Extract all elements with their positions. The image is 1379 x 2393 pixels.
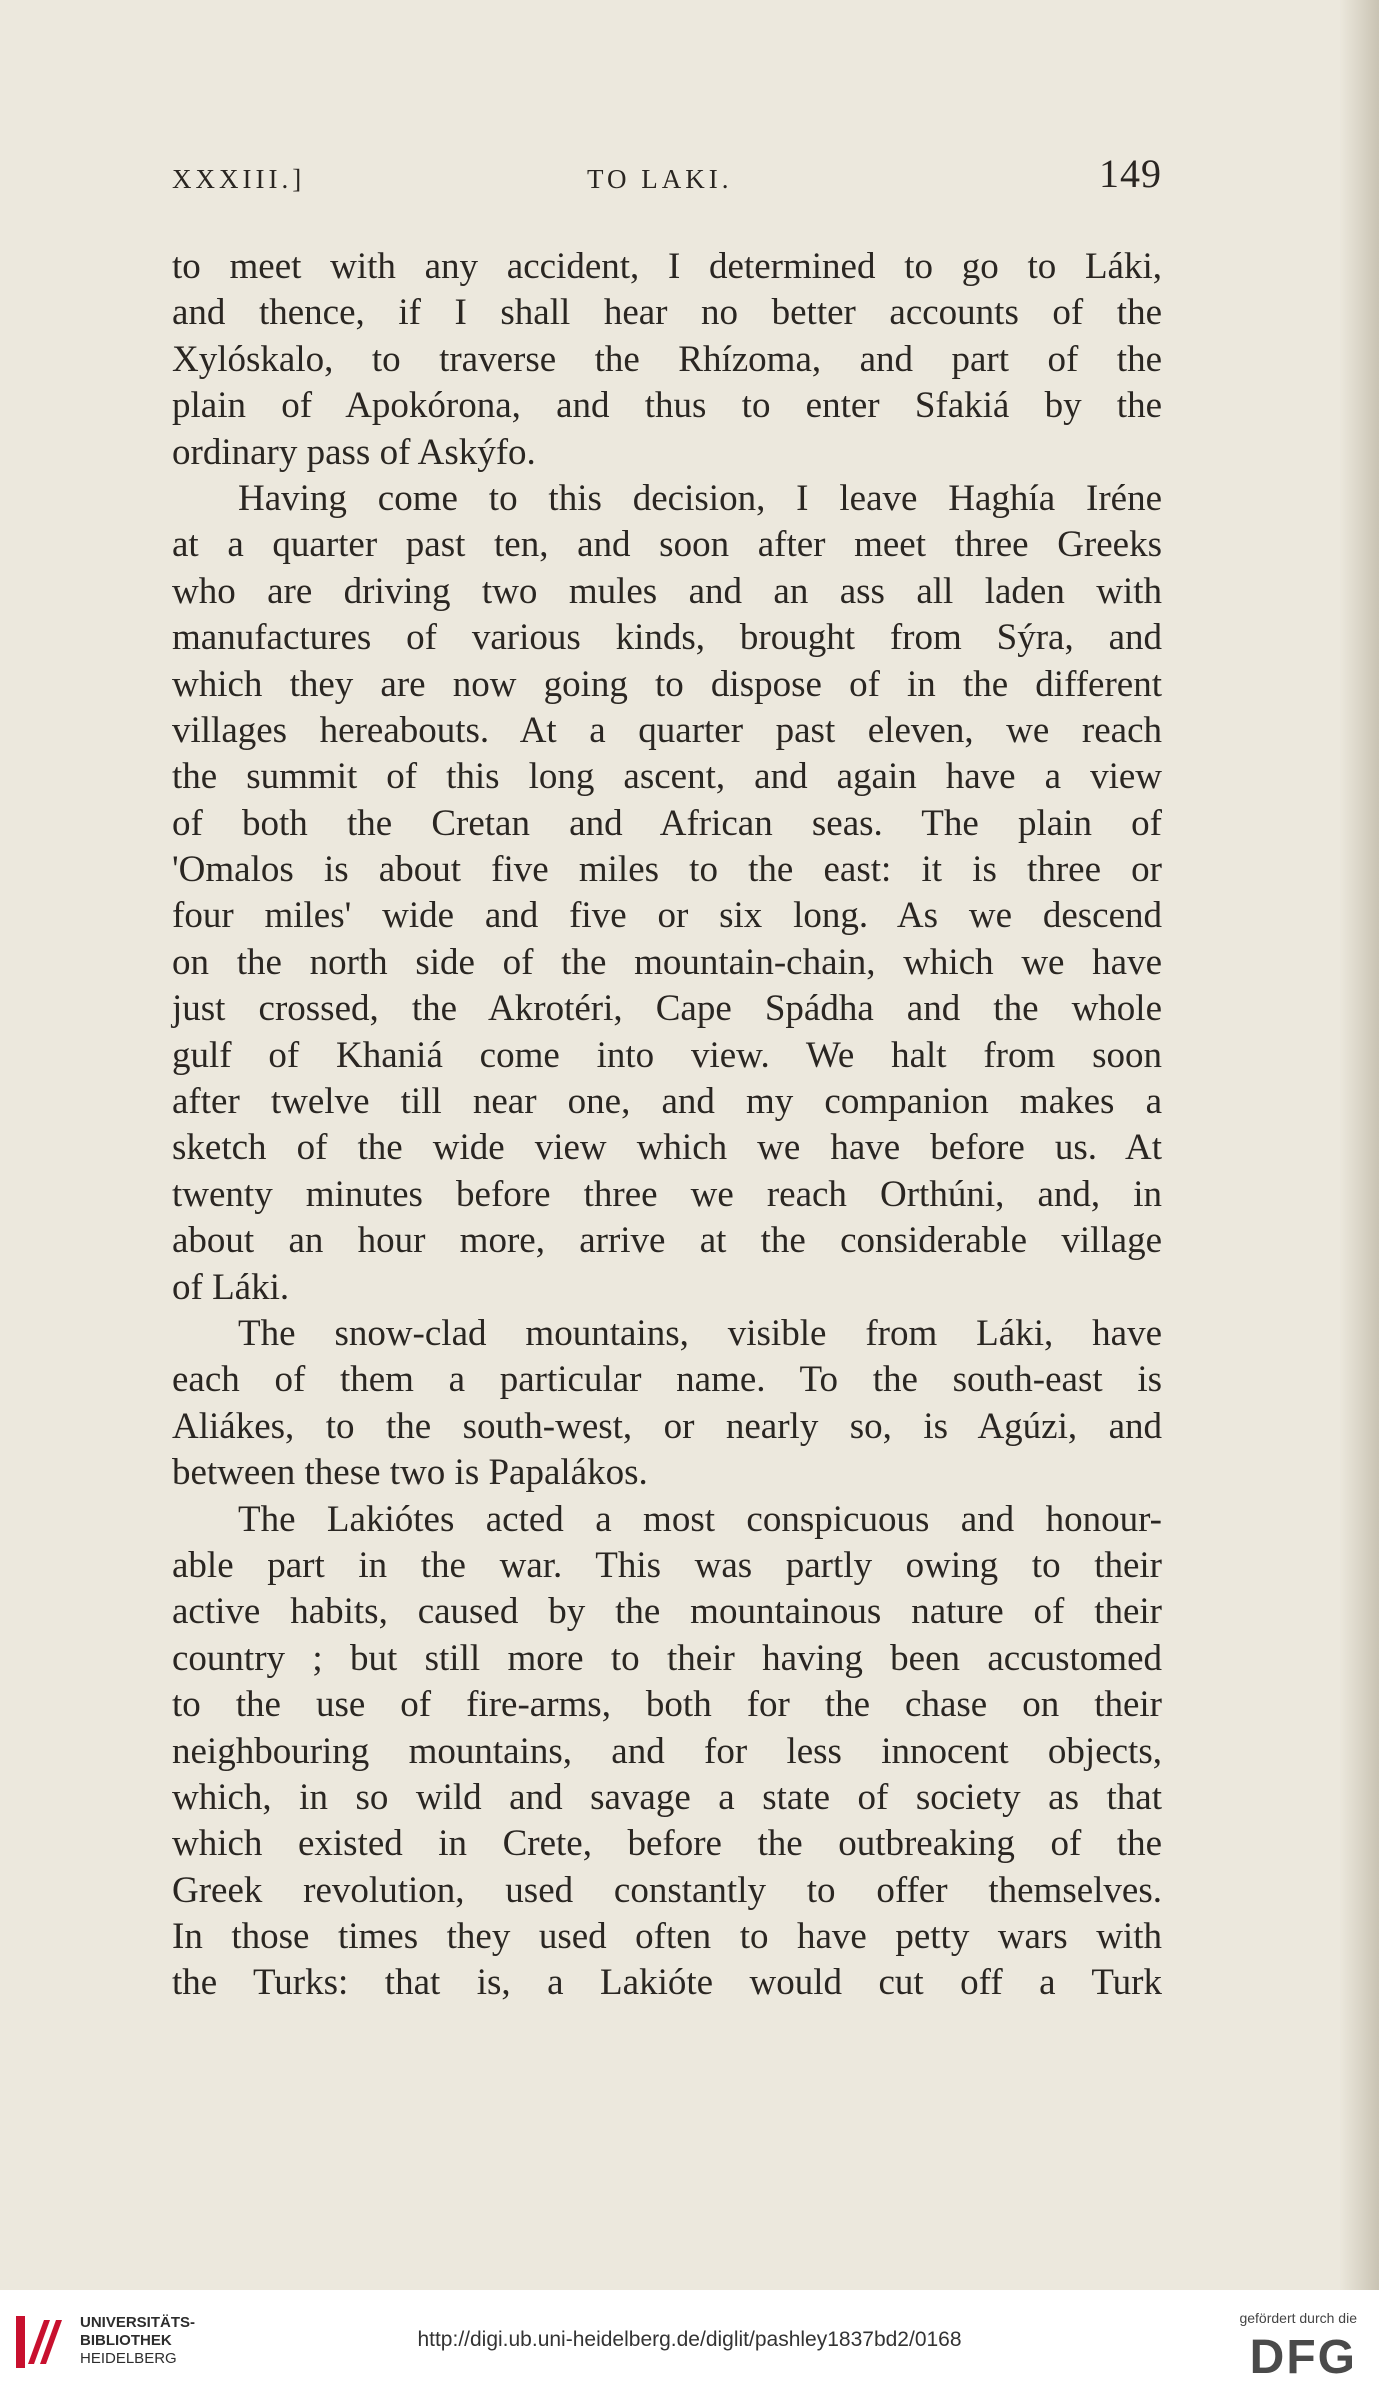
text-line: between these two is Papalákos. <box>172 1452 648 1494</box>
text-line: active habits, caused by the mountainous nature of their <box>172 1591 1162 1633</box>
page-number: 149 <box>1099 151 1162 196</box>
text-line: on the north side of the mountain-chain, which we have <box>172 941 1162 983</box>
text-line: Xylóskalo, to traverse the Rhízoma, and part of the <box>172 338 1162 380</box>
text-line: 'Omalos is about five miles to the east: it is three or <box>172 849 1162 891</box>
text-line: twenty minutes before three we reach Orthúni, and, in <box>172 1173 1162 1215</box>
body-text <box>172 244 1162 2007</box>
text-line: of both the Cretan and African seas. The plain of <box>172 802 1162 844</box>
text-line: The Lakiótes acted a most conspicuous and honour- <box>238 1498 1162 1540</box>
text-line: Aliákes, to the south-west, or nearly so, is Agúzi, and <box>172 1405 1162 1447</box>
text-line: which existed in Crete, before the outbreaking of the <box>172 1823 1162 1865</box>
text-line: to meet with any accident, I determined to go to Láki, <box>172 246 1162 287</box>
funder-caption: gefördert durch die <box>1239 2310 1357 2326</box>
text-line: plain of Apokórona, and thus to enter Sfakiá by the <box>172 385 1162 427</box>
page-edge-shadow <box>1340 0 1379 2290</box>
text-line: manufactures of various kinds, brought from Sýra, and <box>172 617 1162 659</box>
text-line: just crossed, the Akrotéri, Cape Spádha and the whole <box>172 988 1162 1030</box>
text-line: villages hereabouts. At a quarter past eleven, we reach <box>172 709 1162 751</box>
text-line: to the use of fire-arms, both for the chase on their <box>172 1684 1162 1726</box>
text-line: who are driving two mules and an ass all laden with <box>172 570 1162 612</box>
text-line: gulf of Khaniá come into view. We halt from soon <box>172 1034 1162 1076</box>
text-line: and thence, if I shall hear no better accounts of the <box>172 292 1162 334</box>
dfg-logo: DFG <box>1249 2331 1357 2384</box>
library-name-line-3: HEIDELBERG <box>80 2350 177 2367</box>
text-line: able part in the war. This was partly owing to their <box>172 1544 1162 1586</box>
text-line: ordinary pass of Askýfo. <box>172 431 536 473</box>
text-line: at a quarter past ten, and soon after meet three Greeks <box>172 524 1162 566</box>
text-line: the summit of this long ascent, and again have a view <box>172 756 1162 798</box>
text-line: neighbouring mountains, and for less innocent objects, <box>172 1730 1162 1772</box>
library-name-line-2: BIBLIOTHEK <box>80 2332 172 2349</box>
text-line: Greek revolution, used constantly to offer themselves. <box>172 1869 1162 1911</box>
text-line: Having come to this decision, I leave Haghía Iréne <box>238 477 1162 519</box>
running-title: TO LAKI. <box>587 164 733 194</box>
text-line: after twelve till near one, and my companion makes a <box>172 1081 1162 1123</box>
text-line: which, in so wild and savage a state of society as that <box>172 1776 1162 1818</box>
text-line: which they are now going to dispose of in the different <box>172 663 1162 705</box>
text-line: each of them a particular name. To the south-east is <box>172 1359 1162 1401</box>
text-line: sketch of the wide view which we have before us. At <box>172 1127 1162 1169</box>
text-line: the Turks: that is, a Lakióte would cut off a Turk <box>172 1962 1162 2004</box>
text-line: four miles' wide and five or six long. As we descend <box>172 895 1162 937</box>
running-head <box>172 150 1162 200</box>
footer-bar <box>0 2290 1379 2393</box>
text-line: In those times they used often to have petty wars with <box>172 1916 1162 1958</box>
text-line: of Láki. <box>172 1266 290 1308</box>
chapter-number: XXXIII.] <box>172 164 306 194</box>
text-line: about an hour more, arrive at the considerable village <box>172 1220 1162 1262</box>
library-name-line-1: UNIVERSITÄTS- <box>80 2314 196 2331</box>
permalink-url[interactable]: http://digi.ub.uni-heidelberg.de/diglit/pashley1837bd2/0168 <box>417 2328 962 2351</box>
text-line: The snow-clad mountains, visible from Láki, have <box>238 1312 1162 1354</box>
text-line: country ; but still more to their having been accustomed <box>172 1637 1162 1679</box>
